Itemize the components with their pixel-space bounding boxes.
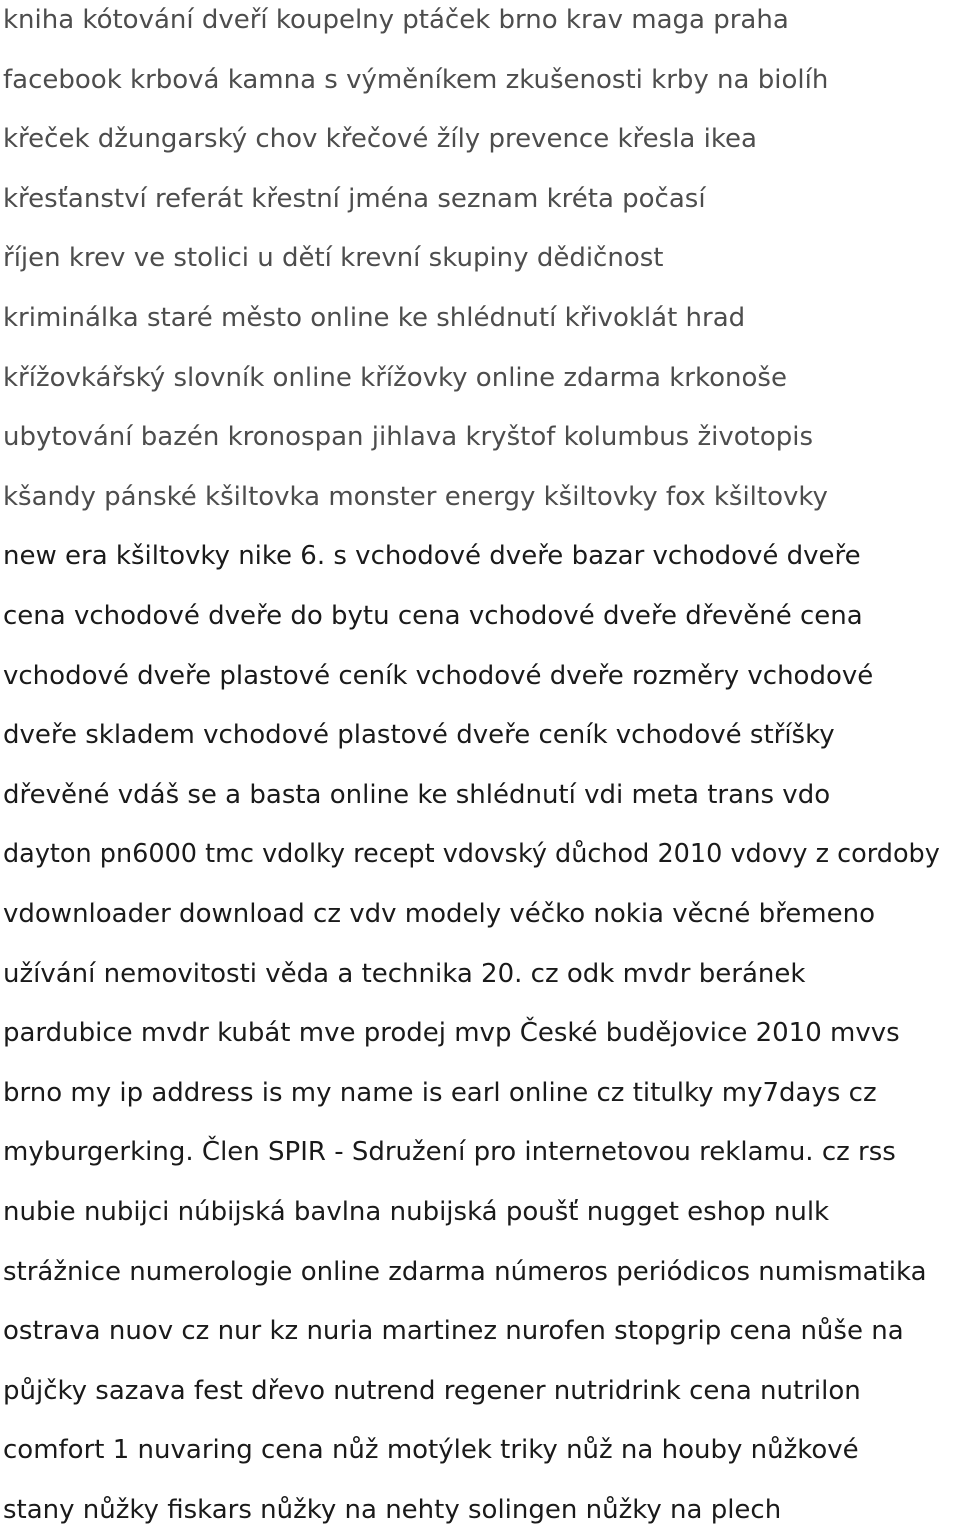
text-line: říjen krev ve stolici u dětí krevní skupiny dědičnost: [3, 243, 664, 274]
text-line: cena vchodové dveře do bytu cena vchodové dveře dřevěné cena: [3, 601, 863, 631]
text-line: křeček džungarský chov křečové žíly prevence křesla ikea: [3, 124, 757, 155]
text-line: užívání nemovitosti věda a technika 20. cz odk mvdr beránek: [3, 958, 806, 989]
text-line: vchodové dveře plastové ceník vchodové dveře rozměry vchodové: [3, 660, 874, 691]
text-line: pardubice mvdr kubát mve prodej mvp České budějovice 2010 mvvs: [3, 1018, 900, 1049]
text-line: půjčky sazava fest dřevo nutrend regener nutridrink cena nutrilon: [3, 1375, 861, 1406]
text-line: křížovkářský slovník online křížovky online zdarma krkonoše: [3, 362, 787, 393]
text-line: ostrava nuov cz nur kz nuria martinez nurofen stopgrip cena nůše na: [3, 1316, 904, 1347]
text-line: kriminálka staré město online ke shlédnutí křivoklát hrad: [3, 303, 746, 333]
text-line: stany nůžky fiskars nůžky na nehty solingen nůžky na plech: [3, 1495, 782, 1525]
text-line: facebook krbová kamna s výměníkem zkušenosti krby na biolíh: [3, 64, 829, 95]
text-line: dveře skladem vchodové plastové dveře ceník vchodové stříšky: [3, 720, 835, 751]
text-line: nubie nubijci núbijská bavlna nubijská poušť nugget eshop nulk: [3, 1197, 830, 1227]
text-line: comfort 1 nuvaring cena nůž motýlek triky nůž na houby nůžkové: [3, 1435, 859, 1466]
text-line: vdownloader download cz vdv modely véčko nokia věcné břemeno: [3, 899, 875, 929]
text-line: new era kšiltovky nike 6. s vchodové dveře bazar vchodové dveře: [3, 541, 861, 572]
text-line: kniha kótování dveří koupelny ptáček brno krav maga praha: [3, 5, 789, 35]
text-line: myburgerking. Člen SPIR - Sdružení pro internetovou reklamu. cz rss: [3, 1137, 896, 1168]
text-line: kšandy pánské kšiltovka monster energy kšiltovky fox kšiltovky: [3, 481, 828, 512]
text-line: ubytování bazén kronospan jihlava kryštof kolumbus životopis: [3, 422, 814, 453]
text-line: brno my ip address is my name is earl online cz titulky my7days cz: [3, 1077, 877, 1108]
text-line: strážnice numerologie online zdarma números periódicos numismatika: [3, 1256, 927, 1287]
text-line: křesťanství referát křestní jména seznam kréta počasí: [3, 183, 706, 214]
text-line: dayton pn6000 tmc vdolky recept vdovský důchod 2010 vdovy z cordoby: [3, 839, 940, 870]
text-line: dřevěné vdáš se a basta online ke shlédnutí vdi meta trans vdo: [3, 779, 831, 810]
